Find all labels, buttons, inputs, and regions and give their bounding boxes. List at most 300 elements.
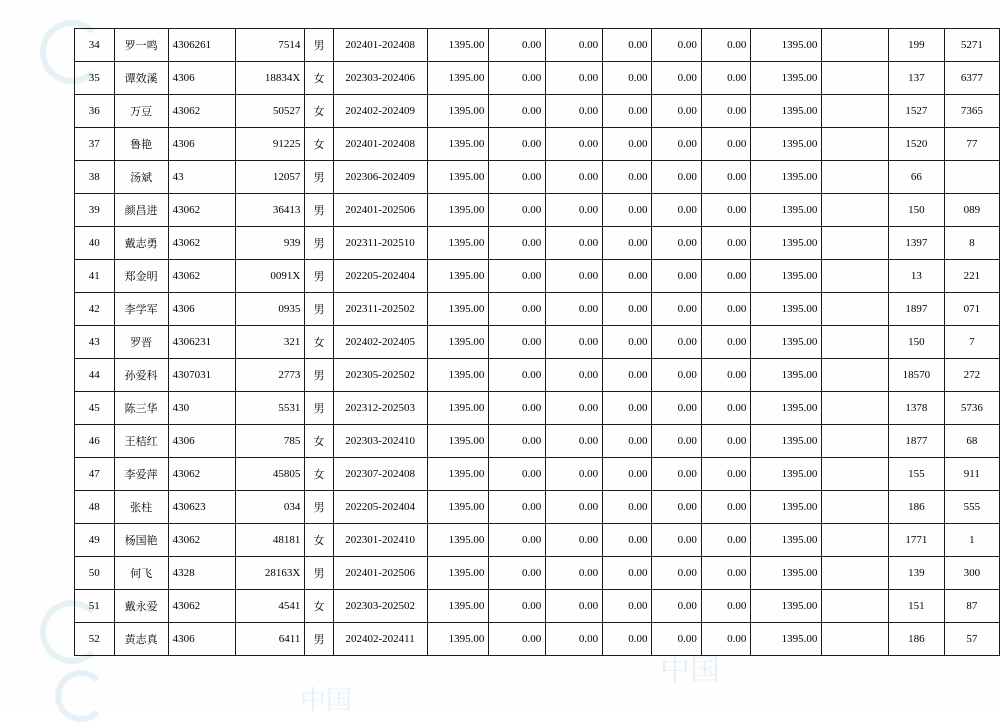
cell-name: 黄志真: [114, 623, 168, 656]
cell-amount-2: 0.00: [489, 194, 546, 227]
cell-index: 44: [75, 359, 115, 392]
cell-amount-6: 0.00: [701, 260, 750, 293]
cell-id-suffix: 0091X: [236, 260, 305, 293]
cell-id-prefix: 430623: [168, 491, 236, 524]
cell-amount: 1395.00: [427, 491, 489, 524]
table-row: [75, 293, 1000, 326]
cell-amount-4: 0.00: [603, 95, 652, 128]
cell-index: 35: [75, 62, 115, 95]
cell-name: 万豆: [114, 95, 168, 128]
cell-amount-5: 0.00: [652, 29, 701, 62]
cell-id-suffix: 50527: [236, 95, 305, 128]
table-row: [75, 326, 1000, 359]
cell-gender: 男: [305, 293, 333, 326]
cell-index: 43: [75, 326, 115, 359]
cell-amount-3: 0.00: [546, 392, 603, 425]
cell-id-suffix: 0935: [236, 293, 305, 326]
cell-index: 42: [75, 293, 115, 326]
cell-amount-5: 0.00: [652, 491, 701, 524]
cell-amount-2: 0.00: [489, 161, 546, 194]
cell-note: [822, 128, 889, 161]
table-row: [75, 95, 1000, 128]
cell-period: 202401-202506: [333, 194, 427, 227]
cell-note: [822, 293, 889, 326]
cell-amount-4: 0.00: [603, 227, 652, 260]
cell-index: 39: [75, 194, 115, 227]
cell-note: [822, 623, 889, 656]
cell-total: 1395.00: [751, 557, 822, 590]
cell-name: 王桔红: [114, 425, 168, 458]
cell-amount-4: 0.00: [603, 491, 652, 524]
cell-extra-a: 151: [889, 590, 945, 623]
cell-amount-5: 0.00: [652, 194, 701, 227]
cell-amount-4: 0.00: [603, 623, 652, 656]
table-row: [75, 29, 1000, 62]
cell-extra-b: 68: [944, 425, 999, 458]
cell-note: [822, 590, 889, 623]
watermark-text: 中国: [660, 654, 720, 687]
cell-amount: 1395.00: [427, 590, 489, 623]
cell-amount-2: 0.00: [489, 128, 546, 161]
cell-index: 41: [75, 260, 115, 293]
cell-amount-5: 0.00: [652, 293, 701, 326]
cell-amount: 1395.00: [427, 557, 489, 590]
cell-amount-6: 0.00: [701, 194, 750, 227]
cell-amount-4: 0.00: [603, 326, 652, 359]
data-table: [74, 28, 1000, 656]
cell-index: 38: [75, 161, 115, 194]
cell-note: [822, 458, 889, 491]
cell-amount-5: 0.00: [652, 458, 701, 491]
cell-amount: 1395.00: [427, 29, 489, 62]
cell-amount-2: 0.00: [489, 524, 546, 557]
cell-amount-5: 0.00: [652, 590, 701, 623]
cell-gender: 女: [305, 62, 333, 95]
cell-amount-2: 0.00: [489, 590, 546, 623]
cell-index: 46: [75, 425, 115, 458]
cell-index: 51: [75, 590, 115, 623]
cell-amount: 1395.00: [427, 623, 489, 656]
cell-amount: 1395.00: [427, 95, 489, 128]
table-row: [75, 128, 1000, 161]
cell-gender: 男: [305, 227, 333, 260]
cell-name: 郑金明: [114, 260, 168, 293]
cell-amount-5: 0.00: [652, 425, 701, 458]
table-row: [75, 227, 1000, 260]
cell-extra-b: 7365: [944, 95, 999, 128]
cell-extra-a: 139: [889, 557, 945, 590]
cell-amount: 1395.00: [427, 359, 489, 392]
cell-extra-b: 77: [944, 128, 999, 161]
cell-amount-2: 0.00: [489, 623, 546, 656]
cell-amount-4: 0.00: [603, 62, 652, 95]
cell-note: [822, 359, 889, 392]
table-row: [75, 458, 1000, 491]
cell-index: 34: [75, 29, 115, 62]
cell-extra-b: 5271: [944, 29, 999, 62]
cell-amount-4: 0.00: [603, 359, 652, 392]
cell-extra-b: 6377: [944, 62, 999, 95]
cell-amount-3: 0.00: [546, 95, 603, 128]
cell-extra-b: 57: [944, 623, 999, 656]
cell-amount-2: 0.00: [489, 293, 546, 326]
cell-index: 49: [75, 524, 115, 557]
cell-period: 202303-202502: [333, 590, 427, 623]
cell-extra-a: 1520: [889, 128, 945, 161]
cell-gender: 女: [305, 128, 333, 161]
table-row: [75, 194, 1000, 227]
cell-gender: 男: [305, 557, 333, 590]
cell-id-prefix: 43062: [168, 590, 236, 623]
cell-amount-2: 0.00: [489, 29, 546, 62]
cell-amount-4: 0.00: [603, 425, 652, 458]
cell-name: 戴志勇: [114, 227, 168, 260]
cell-gender: 女: [305, 425, 333, 458]
cell-amount-6: 0.00: [701, 293, 750, 326]
table-row: [75, 161, 1000, 194]
cell-note: [822, 491, 889, 524]
cell-name: 鲁艳: [114, 128, 168, 161]
cell-id-prefix: 43062: [168, 524, 236, 557]
cell-amount-5: 0.00: [652, 95, 701, 128]
cell-amount-4: 0.00: [603, 194, 652, 227]
cell-amount: 1395.00: [427, 227, 489, 260]
cell-total: 1395.00: [751, 392, 822, 425]
cell-total: 1395.00: [751, 293, 822, 326]
cell-extra-a: 1897: [889, 293, 945, 326]
cell-id-suffix: 4541: [236, 590, 305, 623]
cell-amount-3: 0.00: [546, 359, 603, 392]
cell-total: 1395.00: [751, 161, 822, 194]
cell-amount-3: 0.00: [546, 524, 603, 557]
cell-gender: 女: [305, 458, 333, 491]
table-row: [75, 557, 1000, 590]
table-row: [75, 359, 1000, 392]
cell-amount-3: 0.00: [546, 128, 603, 161]
cell-extra-a: 1527: [889, 95, 945, 128]
cell-period: 202311-202510: [333, 227, 427, 260]
cell-extra-b: 272: [944, 359, 999, 392]
cell-id-prefix: 4306: [168, 293, 236, 326]
cell-amount-3: 0.00: [546, 194, 603, 227]
cell-gender: 男: [305, 491, 333, 524]
cell-amount-4: 0.00: [603, 590, 652, 623]
cell-amount-6: 0.00: [701, 491, 750, 524]
cell-amount-6: 0.00: [701, 161, 750, 194]
cell-total: 1395.00: [751, 524, 822, 557]
cell-name: 李学军: [114, 293, 168, 326]
cell-id-suffix: 36413: [236, 194, 305, 227]
cell-period: 202311-202502: [333, 293, 427, 326]
cell-id-prefix: 43062: [168, 227, 236, 260]
cell-amount-3: 0.00: [546, 29, 603, 62]
cell-amount-5: 0.00: [652, 326, 701, 359]
cell-extra-b: 300: [944, 557, 999, 590]
cell-note: [822, 227, 889, 260]
cell-id-prefix: 4306: [168, 128, 236, 161]
cell-amount-2: 0.00: [489, 326, 546, 359]
cell-total: 1395.00: [751, 491, 822, 524]
cell-amount-4: 0.00: [603, 29, 652, 62]
cell-total: 1395.00: [751, 590, 822, 623]
cell-index: 36: [75, 95, 115, 128]
cell-note: [822, 62, 889, 95]
cell-total: 1395.00: [751, 326, 822, 359]
cell-amount-2: 0.00: [489, 392, 546, 425]
cell-amount: 1395.00: [427, 62, 489, 95]
cell-gender: 女: [305, 524, 333, 557]
cell-amount-3: 0.00: [546, 161, 603, 194]
cell-total: 1395.00: [751, 425, 822, 458]
cell-id-prefix: 43062: [168, 458, 236, 491]
cell-period: 202402-202411: [333, 623, 427, 656]
cell-extra-a: 150: [889, 194, 945, 227]
cell-amount-3: 0.00: [546, 590, 603, 623]
table-body: [75, 29, 1000, 656]
cell-period: 202307-202408: [333, 458, 427, 491]
cell-name: 何飞: [114, 557, 168, 590]
cell-amount-6: 0.00: [701, 326, 750, 359]
cell-id-prefix: 4306261: [168, 29, 236, 62]
cell-index: 48: [75, 491, 115, 524]
cell-amount-2: 0.00: [489, 359, 546, 392]
cell-index: 45: [75, 392, 115, 425]
cell-index: 47: [75, 458, 115, 491]
cell-id-suffix: 18834X: [236, 62, 305, 95]
cell-id-prefix: 43062: [168, 260, 236, 293]
cell-total: 1395.00: [751, 458, 822, 491]
cell-id-suffix: 48181: [236, 524, 305, 557]
cell-amount-3: 0.00: [546, 293, 603, 326]
cell-name: 谭效溪: [114, 62, 168, 95]
cell-id-suffix: 034: [236, 491, 305, 524]
cell-period: 202306-202409: [333, 161, 427, 194]
cell-id-suffix: 7514: [236, 29, 305, 62]
cell-note: [822, 326, 889, 359]
cell-extra-b: 089: [944, 194, 999, 227]
cell-id-prefix: 4306231: [168, 326, 236, 359]
cell-id-prefix: 4306: [168, 62, 236, 95]
cell-amount-6: 0.00: [701, 458, 750, 491]
cell-total: 1395.00: [751, 359, 822, 392]
cell-name: 罗一鸣: [114, 29, 168, 62]
cell-extra-a: 1771: [889, 524, 945, 557]
cell-note: [822, 425, 889, 458]
table-row: [75, 623, 1000, 656]
cell-note: [822, 161, 889, 194]
cell-id-suffix: 12057: [236, 161, 305, 194]
cell-amount-4: 0.00: [603, 128, 652, 161]
cell-amount-6: 0.00: [701, 359, 750, 392]
cell-gender: 女: [305, 326, 333, 359]
cell-name: 张柱: [114, 491, 168, 524]
cell-name: 汤斌: [114, 161, 168, 194]
cell-extra-a: 137: [889, 62, 945, 95]
cell-amount: 1395.00: [427, 326, 489, 359]
cell-period: 202205-202404: [333, 491, 427, 524]
cell-amount-2: 0.00: [489, 458, 546, 491]
cell-amount-3: 0.00: [546, 326, 603, 359]
table-row: [75, 260, 1000, 293]
cell-amount-6: 0.00: [701, 95, 750, 128]
cell-id-suffix: 785: [236, 425, 305, 458]
cell-extra-a: 1877: [889, 425, 945, 458]
cell-id-prefix: 4328: [168, 557, 236, 590]
cell-gender: 男: [305, 623, 333, 656]
cell-id-suffix: 91225: [236, 128, 305, 161]
cell-amount-5: 0.00: [652, 623, 701, 656]
cell-amount-4: 0.00: [603, 524, 652, 557]
cell-amount-3: 0.00: [546, 557, 603, 590]
cell-amount-6: 0.00: [701, 29, 750, 62]
cell-amount-3: 0.00: [546, 491, 603, 524]
cell-extra-a: 1378: [889, 392, 945, 425]
cell-extra-b: 911: [944, 458, 999, 491]
cell-id-prefix: 43062: [168, 194, 236, 227]
cell-name: 罗晋: [114, 326, 168, 359]
cell-amount-6: 0.00: [701, 557, 750, 590]
cell-gender: 男: [305, 260, 333, 293]
cell-id-prefix: 43: [168, 161, 236, 194]
cell-amount-2: 0.00: [489, 557, 546, 590]
cell-note: [822, 524, 889, 557]
cell-index: 52: [75, 623, 115, 656]
cell-amount-6: 0.00: [701, 524, 750, 557]
cell-amount-5: 0.00: [652, 359, 701, 392]
cell-note: [822, 557, 889, 590]
cell-total: 1395.00: [751, 62, 822, 95]
cell-amount: 1395.00: [427, 161, 489, 194]
cell-note: [822, 29, 889, 62]
cell-note: [822, 392, 889, 425]
table-row: [75, 425, 1000, 458]
cell-total: 1395.00: [751, 95, 822, 128]
cell-amount: 1395.00: [427, 425, 489, 458]
cell-index: 40: [75, 227, 115, 260]
cell-amount-4: 0.00: [603, 293, 652, 326]
cell-id-suffix: 321: [236, 326, 305, 359]
cell-extra-a: 186: [889, 491, 945, 524]
cell-amount-6: 0.00: [701, 392, 750, 425]
cell-period: 202303-202406: [333, 62, 427, 95]
cell-extra-a: 155: [889, 458, 945, 491]
cell-amount-4: 0.00: [603, 392, 652, 425]
cell-amount: 1395.00: [427, 458, 489, 491]
cell-amount-5: 0.00: [652, 161, 701, 194]
cell-note: [822, 194, 889, 227]
cell-amount-6: 0.00: [701, 623, 750, 656]
cell-extra-b: 7: [944, 326, 999, 359]
cell-period: 202301-202410: [333, 524, 427, 557]
cell-total: 1395.00: [751, 227, 822, 260]
cell-id-suffix: 939: [236, 227, 305, 260]
cell-gender: 男: [305, 29, 333, 62]
cell-extra-a: 13: [889, 260, 945, 293]
cell-gender: 男: [305, 194, 333, 227]
cell-amount-2: 0.00: [489, 425, 546, 458]
table-row: [75, 392, 1000, 425]
cell-period: 202401-202506: [333, 557, 427, 590]
cell-name: 孙爱科: [114, 359, 168, 392]
cell-name: 戴永爱: [114, 590, 168, 623]
cell-extra-a: 199: [889, 29, 945, 62]
cell-amount-2: 0.00: [489, 491, 546, 524]
cell-gender: 男: [305, 392, 333, 425]
cell-amount: 1395.00: [427, 128, 489, 161]
cell-amount-5: 0.00: [652, 392, 701, 425]
cell-amount-2: 0.00: [489, 95, 546, 128]
cell-amount-3: 0.00: [546, 62, 603, 95]
cell-index: 37: [75, 128, 115, 161]
watermark-text: 中国: [300, 686, 353, 715]
cell-extra-b: 555: [944, 491, 999, 524]
cell-amount-3: 0.00: [546, 458, 603, 491]
cell-name: 杨国艳: [114, 524, 168, 557]
cell-id-prefix: 430: [168, 392, 236, 425]
cell-amount-5: 0.00: [652, 557, 701, 590]
cell-id-prefix: 4306: [168, 623, 236, 656]
cell-amount-2: 0.00: [489, 260, 546, 293]
cell-amount-4: 0.00: [603, 557, 652, 590]
cell-amount-6: 0.00: [701, 425, 750, 458]
cell-total: 1395.00: [751, 194, 822, 227]
cell-amount: 1395.00: [427, 524, 489, 557]
cell-amount-6: 0.00: [701, 590, 750, 623]
cell-total: 1395.00: [751, 29, 822, 62]
cell-amount-6: 0.00: [701, 128, 750, 161]
cell-amount-5: 0.00: [652, 524, 701, 557]
cell-total: 1395.00: [751, 128, 822, 161]
cell-amount: 1395.00: [427, 194, 489, 227]
cell-amount-5: 0.00: [652, 62, 701, 95]
cell-amount-3: 0.00: [546, 260, 603, 293]
cell-amount-5: 0.00: [652, 128, 701, 161]
cell-amount-4: 0.00: [603, 260, 652, 293]
cell-extra-b: 071: [944, 293, 999, 326]
cell-index: 50: [75, 557, 115, 590]
cell-extra-a: 66: [889, 161, 945, 194]
cell-name: 颜昌进: [114, 194, 168, 227]
cell-amount-3: 0.00: [546, 425, 603, 458]
cell-extra-b: 87: [944, 590, 999, 623]
cell-extra-a: 18570: [889, 359, 945, 392]
watermark-ring: [55, 670, 107, 722]
cell-amount: 1395.00: [427, 293, 489, 326]
cell-id-suffix: 28163X: [236, 557, 305, 590]
cell-id-prefix: 43062: [168, 95, 236, 128]
cell-extra-a: 150: [889, 326, 945, 359]
cell-extra-b: 5736: [944, 392, 999, 425]
cell-id-suffix: 45805: [236, 458, 305, 491]
cell-amount-6: 0.00: [701, 227, 750, 260]
cell-id-prefix: 4307031: [168, 359, 236, 392]
cell-amount-6: 0.00: [701, 62, 750, 95]
cell-extra-b: 8: [944, 227, 999, 260]
cell-period: 202402-202409: [333, 95, 427, 128]
cell-name: 李爱萍: [114, 458, 168, 491]
cell-period: 202401-202408: [333, 128, 427, 161]
cell-extra-a: 1397: [889, 227, 945, 260]
cell-period: 202402-202405: [333, 326, 427, 359]
cell-amount: 1395.00: [427, 260, 489, 293]
cell-amount-4: 0.00: [603, 161, 652, 194]
cell-extra-b: 1: [944, 524, 999, 557]
cell-name: 陈三华: [114, 392, 168, 425]
cell-period: 202401-202408: [333, 29, 427, 62]
cell-amount-3: 0.00: [546, 623, 603, 656]
cell-amount-2: 0.00: [489, 62, 546, 95]
cell-period: 202205-202404: [333, 260, 427, 293]
